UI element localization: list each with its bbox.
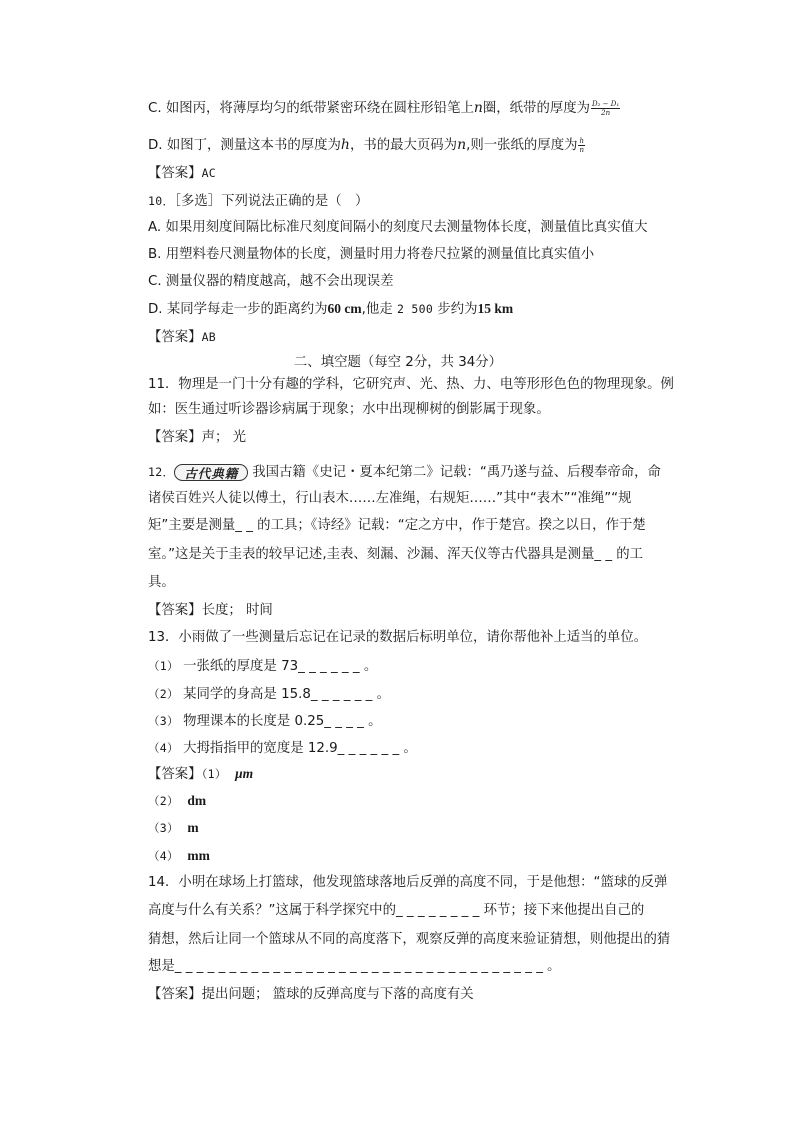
q9-answer <box>148 163 648 184</box>
q12-line-5: 具。 <box>148 575 175 590</box>
q13-item-num: （4） <box>148 741 179 755</box>
q12-line-3: 矩”主要是测量_ _ 的工具；《诗经》记载：“定之方中，作于楚宫。揆之以日，作于楚 <box>148 518 646 533</box>
q11-line-1: 11．物理是一门十分有趣的学科，它研究声、光、热、力、电等形形色色的物理现象。例 <box>148 377 674 392</box>
q13-item-text: 一张纸的厚度是 73_ _ _ _ _ _ 。 <box>183 659 378 674</box>
q13-answer-num: （4） <box>148 849 179 863</box>
section-title: 二、填空题（每空 2分，共 34分） <box>293 355 503 370</box>
q11-answer-value: 声； 光 <box>201 430 246 445</box>
q13-item-text: 物理课本的长度是 0.25_ _ _ _ 。 <box>183 714 382 729</box>
q12-line-1 <box>148 462 661 483</box>
q10-d-text1: D. 某同学每走一步的距离约为 <box>148 302 328 317</box>
q14-answer-value: 提出问题； 篮球的反弹高度与下落的高度有关 <box>201 987 474 1002</box>
q13-answer-num: （1） <box>201 767 227 781</box>
q12-line-2: 诸侯百姓兴人徒以傅土，行山表木……左准绳，右规矩……”其中“表木”“准绳”“规 <box>148 491 632 506</box>
q10-stem <box>148 191 648 212</box>
q13-item-num: （1） <box>148 659 179 673</box>
q13-item-num: （2） <box>148 687 179 701</box>
q9-d-text3: ,则一张纸的厚度为 <box>466 138 578 153</box>
q10-number: 10． <box>148 194 175 208</box>
q12-number: 12． <box>148 465 175 479</box>
q11-line-2: 如：医生通过听诊器诊病属于现象；水中出现柳树的倒影属于现象。 <box>148 402 550 417</box>
q12-line-1-text: 我国古籍《史记・夏本纪第二》记载：“禹乃遂与益、后稷奉帝命，命 <box>252 465 661 480</box>
q13-answer-unit: mm <box>187 848 210 863</box>
q9-c-text2: 圈，纸带的厚度为 <box>482 101 591 116</box>
q9-c-fraction <box>591 100 620 117</box>
q9-d-frac-den: n <box>579 145 584 154</box>
q10-d-val1: 60 cm <box>327 301 362 316</box>
q9-option-c <box>148 98 648 119</box>
q13-item-4 <box>148 738 648 759</box>
q10-d-val2: 2 500 <box>396 302 434 316</box>
q9-d-var-h: h <box>340 137 350 153</box>
q13-answer-2 <box>148 791 648 812</box>
q11-answer <box>148 428 648 448</box>
q13-answer-num: （2） <box>148 794 179 808</box>
q10-answer <box>148 327 648 348</box>
q9-c-var: n <box>473 100 483 116</box>
q10-stem-text: ［多选］下列说法正确的是（ ） <box>174 194 369 209</box>
q12-answer <box>148 601 648 621</box>
q10-d-text2: ,他走 <box>361 302 397 317</box>
ancient-classics-badge: 古代典籍 <box>174 464 248 481</box>
q13-answer-unit: μm <box>235 766 254 781</box>
q13-item-2 <box>148 684 648 705</box>
q13-answer-unit: m <box>187 820 199 835</box>
answer-label: 【答案】 <box>148 767 202 782</box>
q13-item-num: （3） <box>148 714 179 728</box>
q9-d-text: D. 如图丁，测量这本书的厚度为 <box>148 138 341 153</box>
q9-c-frac-den: 2n <box>601 108 611 117</box>
q14-line-4: 想是_ _ _ _ _ _ _ _ _ _ _ _ _ _ _ _ _ _ _ _ _ _ _ _ _ _ _ _ _ _ _ _ _ _ 。 <box>148 959 561 974</box>
q13-answer-4 <box>148 846 648 867</box>
q14-line-2: 高度与什么有关系？”这属于科学探究中的_ _ _ _ _ _ _ _ 环节；接下来他提出自己的 <box>148 903 645 918</box>
q13-item-text: 大拇指指甲的宽度是 12.9_ _ _ _ _ _ 。 <box>183 741 417 756</box>
q14-answer <box>148 985 648 1005</box>
q13-stem: 13．小雨做了一些测量后忘记在记录的数据后标明单位，请你帮他补上适当的单位。 <box>148 630 648 645</box>
q10-answer-value: AB <box>201 330 217 344</box>
q10-option-a: A. 如果用刻度间隔比标准尺刻度间隔小的刻度尺去测量物体长度，测量值比真实值大 <box>148 220 648 235</box>
q13-answer-num: （3） <box>148 821 179 835</box>
q13-item-text: 某同学的身高是 15.8_ _ _ _ _ _ 。 <box>183 687 391 702</box>
answer-label: 【答案】 <box>148 603 202 618</box>
answer-label: 【答案】 <box>148 330 202 345</box>
q9-option-d <box>148 135 648 156</box>
q13-answer-1 <box>148 764 648 785</box>
q12-line-4: 室。”这是关于圭表的较早记述,圭表、刻漏、沙漏、浑天仪等古代器具是测量_ _ 的工 <box>148 547 644 562</box>
answer-label: 【答案】 <box>148 430 202 445</box>
q9-d-var-n: n <box>457 137 467 153</box>
q9-c-text: C. 如图丙，将薄厚均匀的纸带紧密环绕在圆柱形铅笔上 <box>148 101 474 116</box>
q10-option-c: C. 测量仪器的精度越高，越不会出现误差 <box>148 274 394 289</box>
q10-d-val3: 15 km <box>477 301 514 316</box>
q13-item-3 <box>148 711 648 732</box>
answer-label: 【答案】 <box>148 166 202 181</box>
q9-d-text2: ，书的最大页码为 <box>349 138 458 153</box>
q13-item-1 <box>148 656 648 677</box>
q13-answer-unit: dm <box>187 793 207 808</box>
q9-d-frac-num: h <box>579 136 584 145</box>
answer-label: 【答案】 <box>148 987 202 1002</box>
q10-option-b: B. 用塑料卷尺测量物体的长度，测量时用力将卷尺拉紧的测量值比真实值小 <box>148 247 595 262</box>
q9-d-fraction <box>578 137 585 154</box>
q13-answer-3 <box>148 818 648 839</box>
q12-answer-value: 长度； 时间 <box>201 603 273 618</box>
q10-option-d <box>148 299 648 320</box>
q14-line-1: 14．小明在球场上打篮球，他发现篮球落地后反弹的高度不同，于是他想：“篮球的反弹 <box>148 875 668 890</box>
q9-answer-value: AC <box>201 166 217 180</box>
q9-c-frac-num: D₂ − D₁ <box>592 99 620 108</box>
q14-line-3: 猜想，然后让同一个篮球从不同的高度落下，观察反弹的高度来验证猜想，则他提出的猜 <box>148 932 671 947</box>
q10-d-text3: 步约为 <box>433 302 478 317</box>
